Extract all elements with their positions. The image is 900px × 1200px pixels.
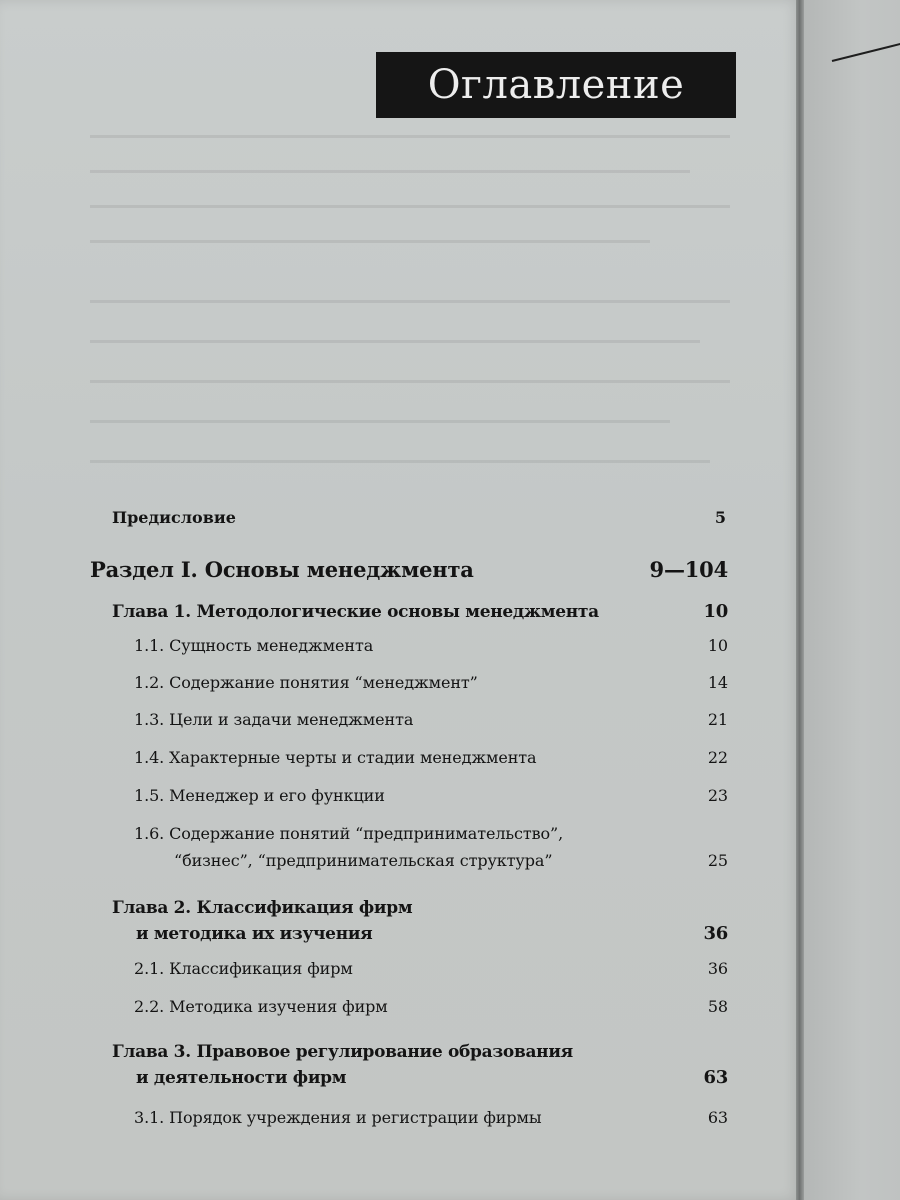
toc-subentry-label: 2.1. Классификация фирм: [134, 959, 353, 978]
toc-chapter-label-line: Глава 3. Правовое регулирование образования: [112, 1042, 573, 1062]
toc-subentry-page: 21: [707, 710, 728, 729]
toc-subentry-label: 1.5. Менеджер и его функции: [134, 786, 385, 805]
toc-subentry-label: 1.4. Характерные черты и стадии менеджмента: [134, 748, 537, 767]
toc-subentry: [134, 673, 728, 692]
toc-chapter-heading: [112, 898, 728, 944]
toc-entry-label: Предисловие: [112, 508, 236, 527]
page-title: Оглавление: [427, 62, 685, 108]
toc-chapter-page: 36: [703, 923, 728, 944]
show-through-line: [90, 420, 670, 423]
toc-chapter-heading: [112, 601, 728, 622]
toc-chapter-label: [112, 898, 412, 944]
toc-subentry-page: 36: [707, 959, 728, 978]
show-through-line: [90, 205, 730, 208]
toc-chapter-page: 10: [703, 601, 728, 622]
toc-subentry-label-line: “бизнес”, “предпринимательская структура”: [174, 851, 553, 870]
toc-entry-preface: [112, 508, 726, 527]
toc-subentry: [134, 710, 728, 729]
toc-subentry: [134, 1108, 728, 1127]
toc-subentry-label: 2.2. Методика изучения фирм: [134, 997, 388, 1016]
toc-subentry: [134, 997, 728, 1016]
show-through-line: [90, 340, 700, 343]
toc-subentry-label: 1.3. Цели и задачи менеджмента: [134, 710, 414, 729]
toc-subentry-page: 14: [707, 673, 728, 692]
toc-subentry-label-line: 1.6. Содержание понятий “предпринимательство”,: [134, 824, 564, 843]
toc-section-pages: 9—104: [649, 557, 728, 582]
title-banner: [376, 52, 736, 118]
toc-subentry: [134, 824, 728, 870]
toc-subentry-page: 25: [707, 851, 728, 870]
toc-subentry: [134, 786, 728, 805]
toc-chapter-label: [112, 1042, 573, 1088]
toc-chapter-label-line: Глава 2. Классификация фирм: [112, 898, 413, 918]
toc-subentry-page: 22: [707, 748, 728, 767]
toc-chapter-label-line: и методика их изучения: [136, 924, 373, 944]
show-through-line: [90, 460, 710, 463]
toc-chapter-label: Глава 1. Методологические основы менеджмента: [112, 602, 599, 622]
adjacent-page: [804, 0, 900, 1200]
toc-section-heading: [90, 557, 728, 582]
toc-subentry-page: 23: [707, 786, 728, 805]
toc-chapter-page: 63: [703, 1067, 728, 1088]
toc-subentry-label: [134, 824, 563, 870]
toc-subentry-page: 58: [707, 997, 728, 1016]
toc-subentry-page: 10: [707, 636, 728, 655]
toc-subentry-page: 63: [707, 1108, 728, 1127]
toc-subentry: [134, 959, 728, 978]
toc-subentry: [134, 748, 728, 767]
toc-section-label: Раздел I. Основы менеджмента: [90, 557, 474, 582]
show-through-line: [90, 170, 690, 173]
toc-subentry: [134, 636, 728, 655]
toc-chapter-label-line: и деятельности фирм: [136, 1068, 347, 1088]
show-through-line: [90, 135, 730, 138]
show-through-line: [90, 240, 650, 243]
toc-entry-page: 5: [714, 508, 726, 527]
toc-subentry-label: 1.2. Содержание понятия “менеджмент”: [134, 673, 478, 692]
show-through-line: [90, 380, 730, 383]
toc-chapter-heading: [112, 1042, 728, 1088]
book-gutter: [796, 0, 804, 1200]
toc-subentry-label: 3.1. Порядок учреждения и регистрации фирмы: [134, 1108, 542, 1127]
toc-subentry-label: 1.1. Сущность менеджмента: [134, 636, 374, 655]
show-through-line: [90, 300, 730, 303]
